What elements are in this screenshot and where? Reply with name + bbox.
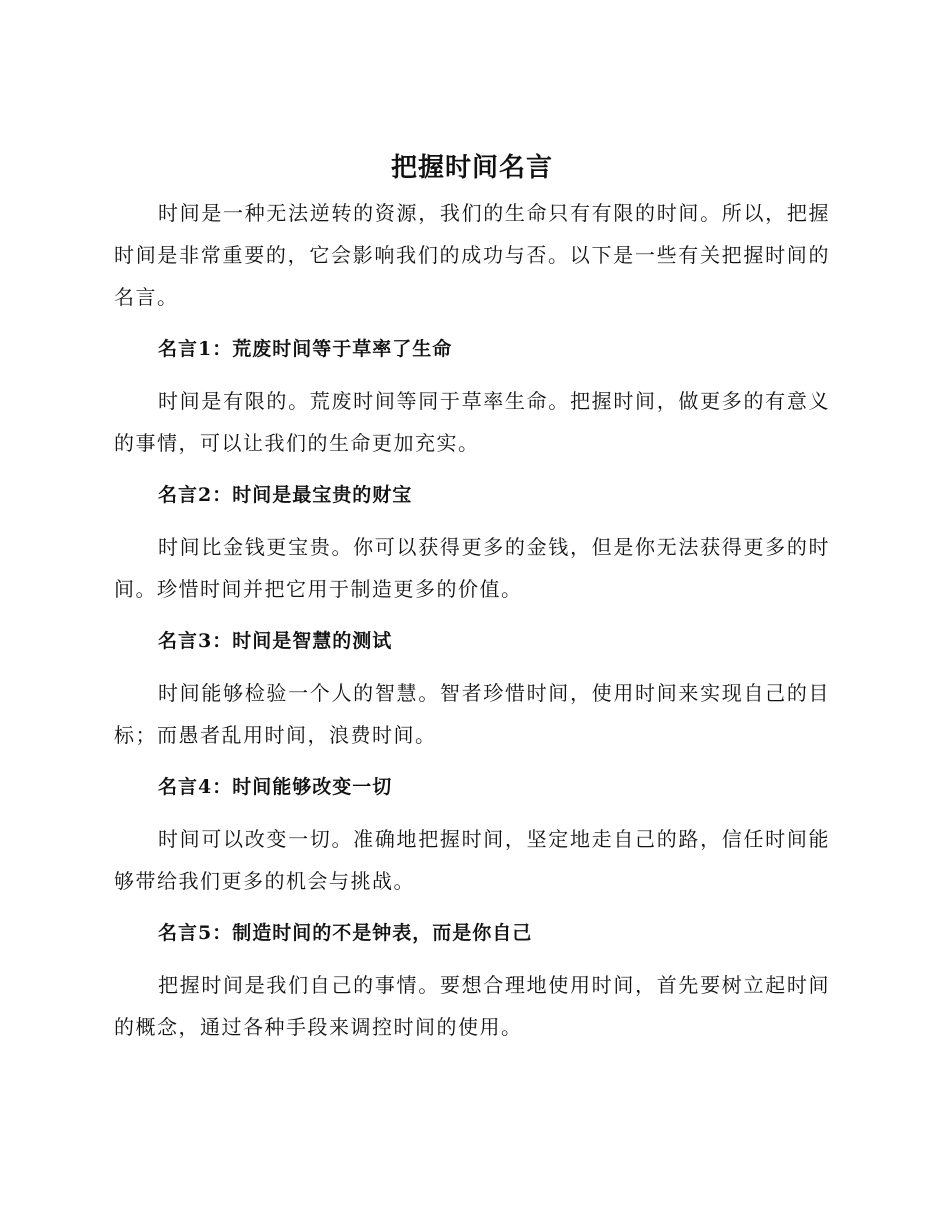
quote-body-2: 时间比金钱更宝贵。你可以获得更多的金钱，但是你无法获得更多的时间。珍惜时间并把它用于制造更多的价值。 — [114, 535, 830, 601]
quote-heading-1: 名言1：荒废时间等于草率了生命 — [158, 338, 453, 360]
document-title: 把握时间名言 — [390, 153, 553, 183]
quote-body-4: 时间可以改变一切。准确地把握时间，坚定地走自己的路，信任时间能够带给我们更多的机会与挑战。 — [114, 827, 830, 893]
quote-section-1 — [114, 328, 830, 464]
quote-heading-2: 名言2：时间是最宝贵的财宝 — [158, 484, 413, 506]
quote-section-2 — [114, 474, 830, 610]
quote-section-4 — [114, 766, 830, 902]
quote-heading-5: 名言5：制造时间的不是钟表，而是你自己 — [158, 922, 533, 944]
quote-body-5: 把握时间是我们自己的事情。要想合理地使用时间，首先要树立起时间的概念，通过各种手段来调控时间的使用。 — [114, 973, 830, 1039]
quote-section-3 — [114, 620, 830, 756]
quote-body-3: 时间能够检验一个人的智慧。智者珍惜时间，使用时间来实现自己的目标；而愚者乱用时间，浪费时间。 — [114, 681, 830, 747]
document-content — [114, 148, 830, 1048]
intro-paragraph: 时间是一种无法逆转的资源，我们的生命只有有限的时间。所以，把握时间是非常重要的，它会影响我们的成功与否。以下是一些有关把握时间的名言。 — [114, 201, 830, 309]
quote-body-1: 时间是有限的。荒废时间等同于草率生命。把握时间，做更多的有意义的事情，可以让我们的生命更加充实。 — [114, 389, 830, 455]
quote-section-5 — [114, 912, 830, 1048]
quote-heading-4: 名言4：时间能够改变一切 — [158, 776, 393, 798]
quote-heading-3: 名言3：时间是智慧的测试 — [158, 630, 393, 652]
